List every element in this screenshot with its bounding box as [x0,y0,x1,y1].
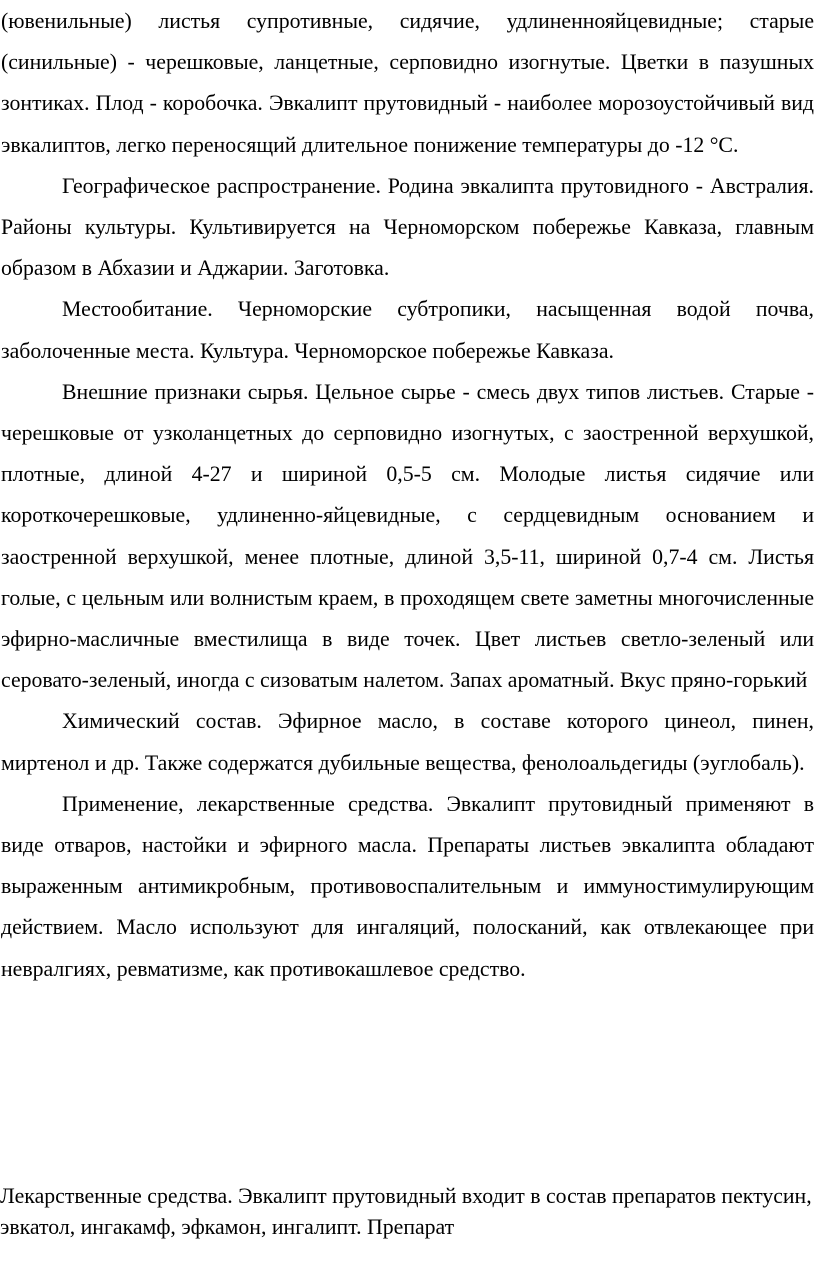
paragraph-application: Применение, лекарственные средства. Эвкалипт прутовидный применяют в виде отваров, настойки и эфирного масла. Препараты листьев эвкалипта обладают выраженным антимикробным, противовоспалительным и иммуностимулирующим действием. Масло используют для ингаляций, полосканий, как отвлекающее при невралгиях, ревматизме, как противокашлевое средство. [1,791,814,981]
paragraph-raw-material-features: Внешние признаки сырья. Цельное сырье - смесь двух типов листьев. Старые - черешковые от узколанцетных до серповидно изогнутых, с заостренной верхушкой, плотные, длиной 4-27 и шириной 0,5-5 см. Молодые листья сидячие или короткочерешковые, удлиненно-яйцевидные, с сердцевидным основанием и заостренной верхушкой, менее плотные, длиной 3,5-11, шириной 0,7-4 см. Листья голые, с цельным или волнистым краем, в проходящем свете заметны многочисленные эфирно-масличные вместилища в виде точек. Цвет листьев светло-зеленый или серовато-зеленый, иногда с сизоватым налетом. Запах ароматный. Вкус пряно-горький [1,379,814,693]
document-tail [0,1181,816,1243]
paragraph-geographic-distribution: Географическое распространение. Родина эвкалипта прутовидного - Австралия. Районы культуры. Культивируется на Черноморском побережье Кавказа, главным образом в Абхазии и Аджарии. Заготовка. [1,173,814,281]
paragraph-habitat: Местообитание. Черноморские субтропики, насыщенная водой почва, заболоченные места. Культура. Черноморское побережье Кавказа. [1,297,814,363]
paragraph-morphology-continued: (ювенильные) листья супротивные, сидячие, удлиненнояйцевидные; старые (синильные) - черешковые, ланцетные, серповидно изогнутые. Цветки в пазушных зонтиках. Плод - коробочка. Эвкалипт прутовидный - наиболее морозоустойчивый вид эвкалиптов, легко переносящий длительное понижение температуры до -12 °С. [1,9,814,157]
paragraph-chemical-composition: Химический состав. Эфирное масло, в составе которого цинеол, пинен, миртенол и др. Также содержатся дубильные вещества, фенолоальдегиды (эуглобаль). [1,709,814,775]
paragraph-medicinal-products: Лекарственные средства. Эвкалипт прутовидный входит в состав препаратов пектусин, эвкатол, ингакамф, эфкамон, ингалипт. Препарат [0,1184,812,1239]
document-body [1,1,814,990]
